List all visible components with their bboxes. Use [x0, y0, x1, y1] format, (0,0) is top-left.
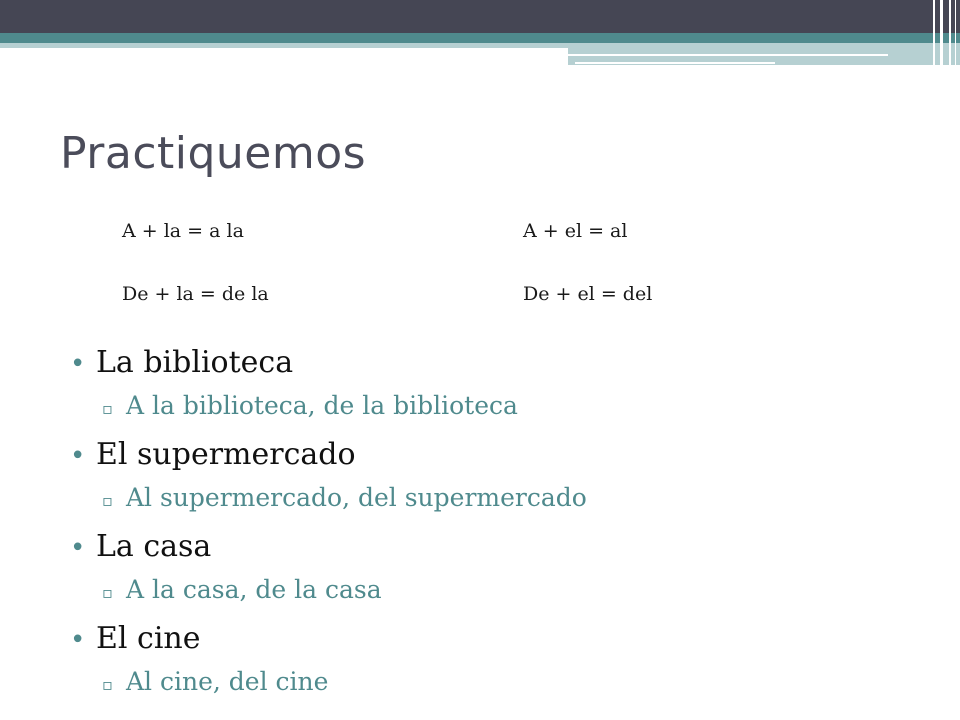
bullet-label: El cine	[96, 621, 201, 656]
bullet-level2	[70, 391, 930, 437]
bullet-dot-icon: •	[70, 441, 86, 471]
sub-bullet-label: A la casa, de la casa	[126, 575, 382, 604]
list-item	[70, 621, 930, 713]
list-item	[70, 437, 930, 529]
bullet-dot-icon: •	[70, 625, 86, 655]
corner-line	[940, 0, 943, 66]
slide-title: Practiquemos	[60, 128, 367, 179]
sub-bullet-label: Al cine, del cine	[126, 667, 329, 696]
header-dark-bar	[0, 0, 960, 33]
bullet-dot-icon: •	[70, 533, 86, 563]
bullet-label: La casa	[96, 529, 212, 564]
sub-bullet-label: Al supermercado, del supermercado	[126, 483, 587, 512]
square-bullet-icon: ▫	[102, 583, 113, 602]
bullet-list	[70, 345, 930, 713]
bullet-dot-icon: •	[70, 349, 86, 379]
bullet-level2	[70, 575, 930, 621]
contraction-rule: A + el = al	[523, 220, 628, 242]
header-stripe-line	[568, 54, 888, 56]
bullet-level1	[70, 437, 930, 483]
corner-line	[949, 0, 951, 66]
bullet-level1	[70, 621, 930, 667]
square-bullet-icon: ▫	[102, 399, 113, 418]
list-item	[70, 529, 930, 621]
square-bullet-icon: ▫	[102, 491, 113, 510]
square-bullet-icon: ▫	[102, 675, 113, 694]
bullet-level1	[70, 529, 930, 575]
bullet-label: La biblioteca	[96, 345, 294, 380]
corner-line	[955, 0, 956, 66]
contraction-rule: De + el = del	[523, 283, 653, 305]
header-stripe-line	[575, 62, 775, 64]
sub-bullet-label: A la biblioteca, de la biblioteca	[126, 391, 518, 420]
contraction-rule: De + la = de la	[122, 283, 269, 305]
bullet-label: El supermercado	[96, 437, 356, 472]
header-teal-band	[0, 33, 960, 43]
bullet-level2	[70, 483, 930, 529]
corner-line	[933, 0, 935, 66]
bullet-level2	[70, 667, 930, 713]
bullet-level1	[70, 345, 930, 391]
list-item	[70, 345, 930, 437]
contraction-rule: A + la = a la	[122, 220, 244, 242]
